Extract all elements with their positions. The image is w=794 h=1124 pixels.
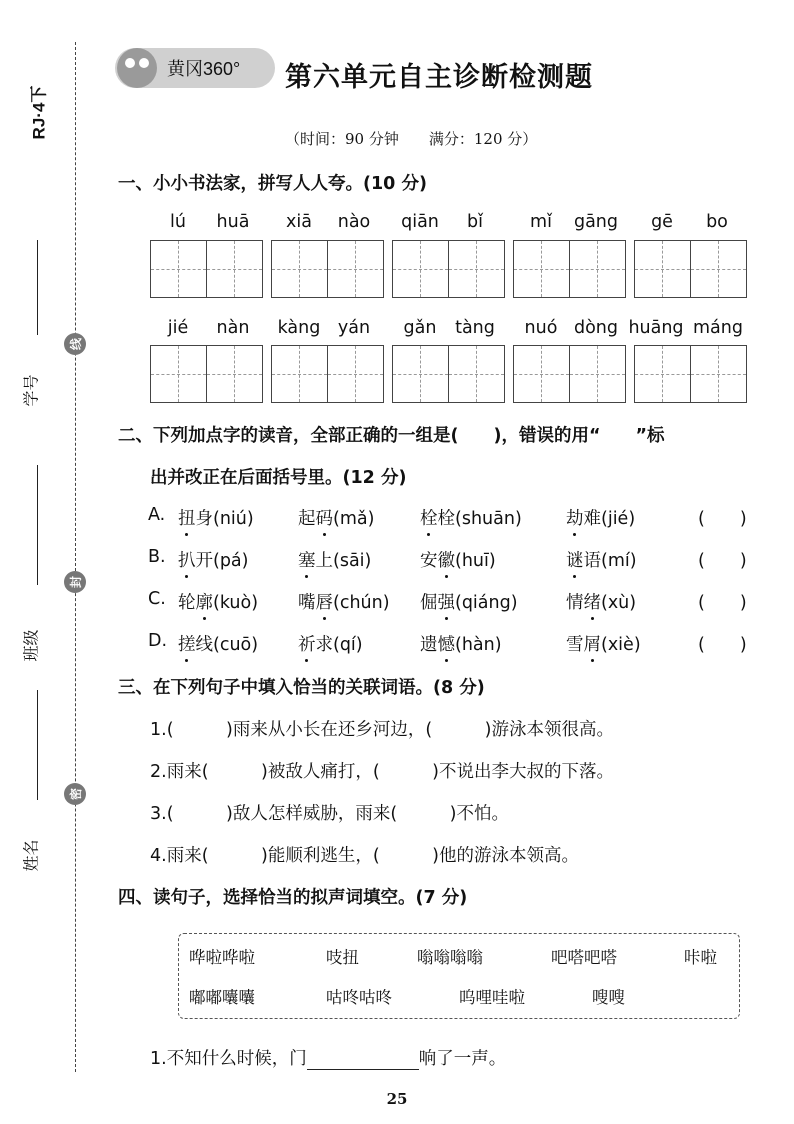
brand-label: 黄冈360° bbox=[167, 59, 241, 79]
page-title: 第六单元自主诊断检测题 bbox=[285, 62, 593, 93]
q3-sentence-1[interactable]: 1.( )雨来从小长在还乡河边，( )游泳本领很高。 bbox=[150, 720, 615, 740]
page-number: 25 bbox=[386, 1090, 408, 1108]
q2-heading-cont: 出并改正在后面括号里。(12 分) bbox=[150, 468, 407, 488]
option-label: C. bbox=[148, 589, 166, 609]
word-item: 祈求(qí) bbox=[298, 635, 363, 655]
seal-line-icon: 线 bbox=[64, 333, 86, 355]
writing-cell[interactable] bbox=[392, 240, 505, 298]
pinyin: bǐ bbox=[467, 212, 483, 232]
answer-blank[interactable]: ( ) bbox=[698, 551, 747, 571]
option-label: A. bbox=[148, 505, 166, 525]
word-item: 扒开(pá) bbox=[178, 551, 249, 571]
word-item: 塞上(sāi) bbox=[298, 551, 372, 571]
pinyin: kàng bbox=[277, 318, 321, 338]
word-option[interactable]: 咕咚咕咚 bbox=[326, 988, 392, 1007]
word-item: 雪屑(xiè) bbox=[566, 635, 641, 655]
q1-writing-grid-2[interactable] bbox=[150, 345, 745, 403]
word-option[interactable]: 哗啦哗啦 bbox=[189, 948, 255, 967]
word-option[interactable]: 嗡嗡嗡嗡 bbox=[417, 948, 483, 967]
word-option[interactable]: 吱扭 bbox=[326, 948, 359, 967]
q1-writing-grid-1[interactable] bbox=[150, 240, 745, 298]
q3-sentence-2[interactable]: 2.雨来( )被敌人痛打，( )不说出李大叔的下落。 bbox=[150, 762, 615, 782]
word-item: 情绪(xù) bbox=[566, 593, 637, 613]
word-item: 谜语(mí) bbox=[566, 551, 637, 571]
word-option[interactable]: 吧嗒吧嗒 bbox=[551, 948, 617, 967]
word-item: 起码(mǎ) bbox=[298, 509, 375, 529]
pinyin: nàn bbox=[216, 318, 250, 338]
writing-cell[interactable] bbox=[634, 345, 747, 403]
word-option[interactable]: 咔啦 bbox=[684, 948, 717, 967]
writing-cell[interactable] bbox=[634, 240, 747, 298]
pinyin: qiān bbox=[401, 212, 439, 232]
writing-cell[interactable] bbox=[271, 240, 384, 298]
student-number-line bbox=[37, 240, 38, 335]
q1-heading: 一、小小书法家，拼写人人夸。(10 分) bbox=[118, 174, 427, 194]
q3-heading: 三、在下列句子中填入恰当的关联词语。(8 分) bbox=[118, 678, 485, 698]
pinyin: gǎn bbox=[403, 318, 437, 338]
word-item: 劫难(jié) bbox=[566, 509, 636, 529]
word-item: 扭身(niú) bbox=[178, 509, 254, 529]
pinyin: nào bbox=[337, 212, 371, 232]
writing-cell[interactable] bbox=[150, 345, 263, 403]
writing-cell[interactable] bbox=[150, 240, 263, 298]
writing-cell[interactable] bbox=[271, 345, 384, 403]
seal-secret-icon: 密 bbox=[64, 783, 86, 805]
option-label: D. bbox=[148, 631, 168, 651]
option-label: B. bbox=[148, 547, 166, 567]
class-line bbox=[37, 465, 38, 585]
pinyin: nuó bbox=[524, 318, 558, 338]
word-item: 遗憾(hàn) bbox=[420, 635, 502, 655]
q4-sentence-1 bbox=[150, 1045, 506, 1070]
pinyin: jié bbox=[167, 318, 189, 338]
answer-blank[interactable]: ( ) bbox=[698, 509, 747, 529]
word-item: 倔强(qiáng) bbox=[420, 593, 518, 613]
pinyin: gāng bbox=[573, 212, 619, 232]
q2-heading: 二、下列加点字的读音，全部正确的一组是( )，错误的用“ ”标 bbox=[118, 426, 665, 446]
q2-option-a[interactable] bbox=[148, 505, 778, 535]
brand-badge bbox=[115, 48, 275, 88]
mascot-icon bbox=[117, 48, 157, 88]
pinyin: tàng bbox=[455, 318, 495, 338]
pinyin: xiā bbox=[286, 212, 312, 232]
q3-sentence-4[interactable]: 4.雨来( )能顺利逃生，( )他的游泳本领高。 bbox=[150, 846, 580, 866]
pinyin: bo bbox=[706, 212, 728, 232]
seal-seal-icon: 封 bbox=[64, 571, 86, 593]
word-item: 轮廓(kuò) bbox=[178, 593, 259, 613]
q2-option-d[interactable] bbox=[148, 631, 778, 661]
fill-blank[interactable] bbox=[307, 1049, 419, 1070]
word-item: 安徽(huī) bbox=[420, 551, 496, 571]
q3-sentence-3[interactable]: 3.( )敌人怎样威胁，雨来( )不怕。 bbox=[150, 804, 510, 824]
word-item: 嘴唇(chún) bbox=[298, 593, 390, 613]
word-bank bbox=[178, 933, 740, 1019]
exam-info: （时间：90 分钟 满分：120 分） bbox=[285, 130, 538, 148]
sentence-text: 响了一声。 bbox=[418, 1049, 507, 1069]
pinyin: lú bbox=[170, 212, 186, 232]
pinyin: máng bbox=[693, 318, 743, 338]
answer-blank[interactable]: ( ) bbox=[698, 635, 747, 655]
q2-option-c[interactable] bbox=[148, 589, 778, 619]
edition-code: RJ·4下 bbox=[29, 85, 49, 140]
pinyin: dòng bbox=[573, 318, 618, 338]
pinyin: gē bbox=[651, 212, 673, 232]
writing-cell[interactable] bbox=[513, 240, 626, 298]
pinyin: huā bbox=[216, 212, 250, 232]
q2-option-b[interactable] bbox=[148, 547, 778, 577]
pinyin: huāng bbox=[628, 318, 684, 338]
word-option[interactable]: 嘟嘟囔囔 bbox=[189, 988, 255, 1007]
q4-heading: 四、读句子，选择恰当的拟声词填空。(7 分) bbox=[118, 888, 468, 908]
word-option[interactable]: 嗖嗖 bbox=[592, 988, 625, 1007]
writing-cell[interactable] bbox=[392, 345, 505, 403]
writing-cell[interactable] bbox=[513, 345, 626, 403]
word-item: 栓栓(shuān) bbox=[420, 509, 522, 529]
word-option[interactable]: 呜哩哇啦 bbox=[459, 988, 525, 1007]
sentence-text: 1.不知什么时候，门 bbox=[150, 1049, 307, 1069]
pinyin: yán bbox=[337, 318, 371, 338]
pinyin: mǐ bbox=[530, 212, 552, 232]
answer-blank[interactable]: ( ) bbox=[698, 593, 747, 613]
name-line bbox=[37, 690, 38, 800]
word-item: 搓线(cuō) bbox=[178, 635, 259, 655]
binding-dashed-line bbox=[75, 42, 76, 1072]
